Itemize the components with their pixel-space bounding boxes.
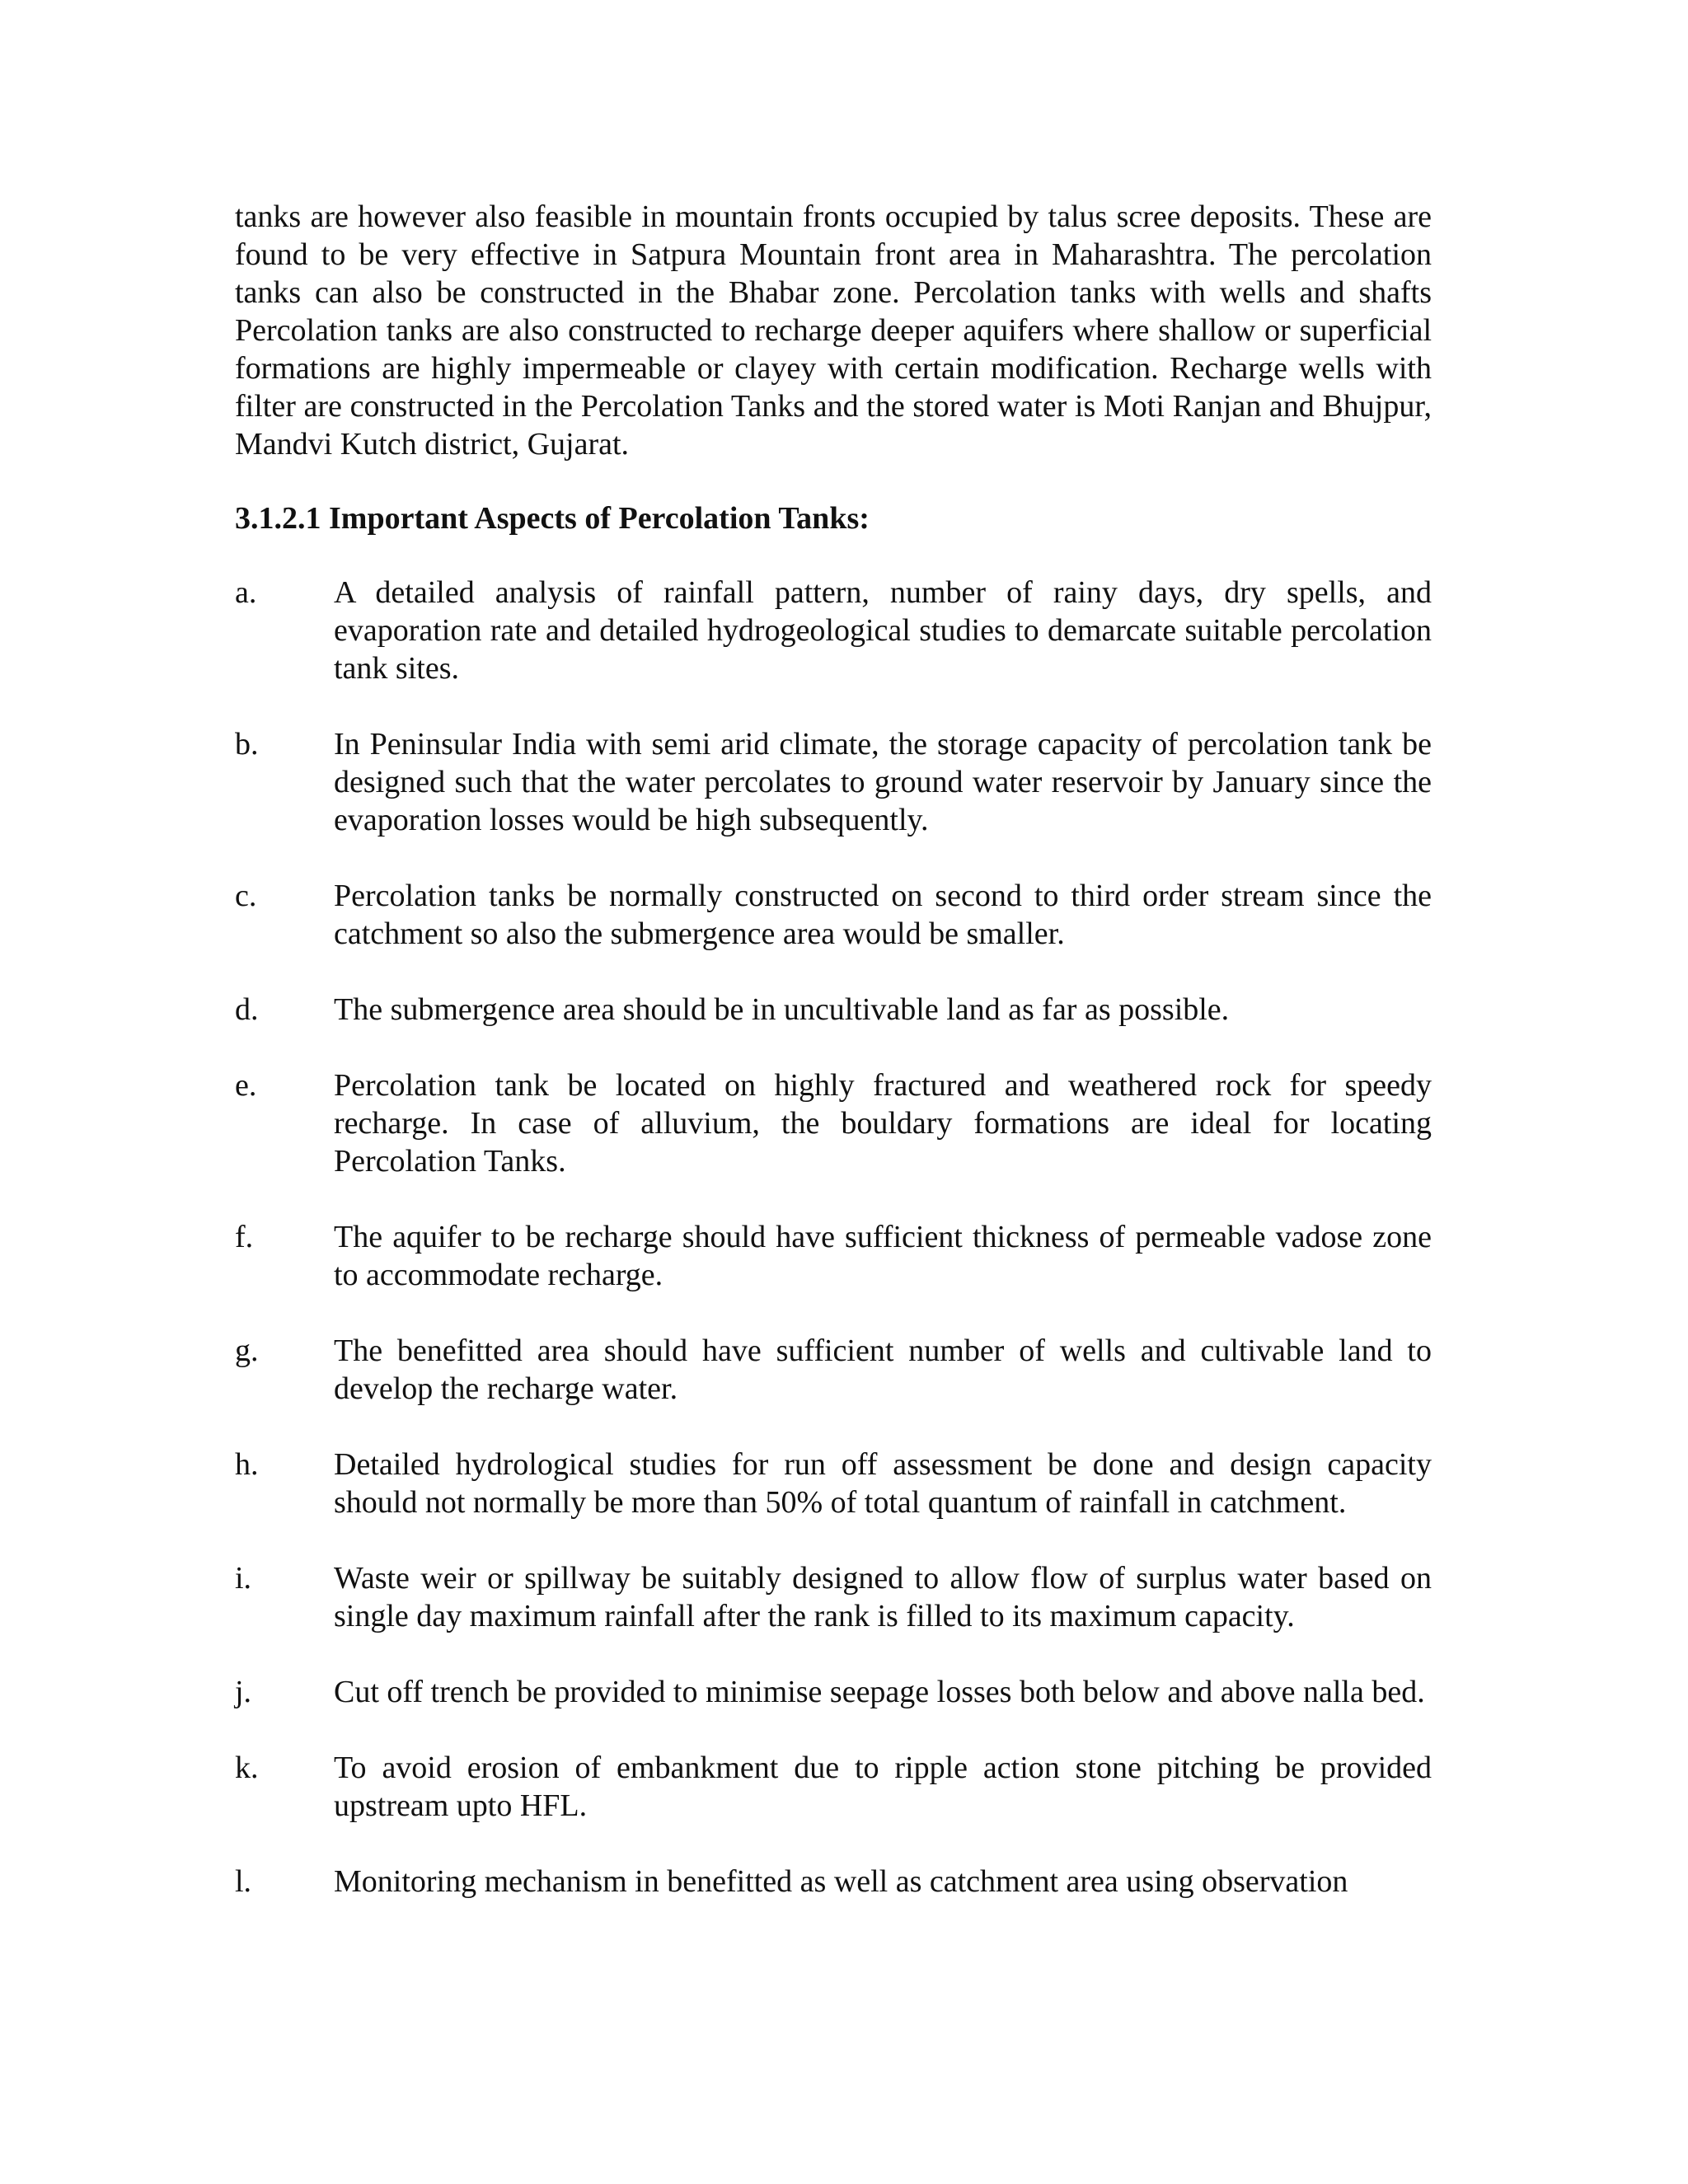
list-item-l bbox=[235, 1863, 1432, 1900]
list-item-text: Cut off trench be provided to minimise seepage losses both below and above nalla bed. bbox=[334, 1675, 1425, 1709]
list-item-text: To avoid erosion of embankment due to ripple action stone pitching be provided upstream upto HFL. bbox=[334, 1750, 1432, 1823]
aspects-list bbox=[235, 574, 1432, 1900]
list-item-h bbox=[235, 1446, 1432, 1521]
list-item-f bbox=[235, 1218, 1432, 1294]
list-item-k bbox=[235, 1749, 1432, 1825]
list-item-d bbox=[235, 991, 1432, 1029]
list-item-c bbox=[235, 877, 1432, 953]
list-marker: b. bbox=[235, 727, 259, 762]
list-item-text: Monitoring mechanism in benefitted as well as catchment area using observation bbox=[334, 1864, 1348, 1899]
list-item-text: The aquifer to be recharge should have sufficient thickness of permeable vadose zone to accommodate recharge. bbox=[334, 1220, 1432, 1292]
list-marker: d. bbox=[235, 992, 259, 1027]
list-item-text: A detailed analysis of rainfall pattern, number of rainy days, dry spells, and evaporation rate and detailed hydrogeological studies to demarcate suitable percolation tank sites. bbox=[334, 575, 1432, 686]
list-item-text: In Peninsular India with semi arid climate, the storage capacity of percolation tank be designed such that the water percolates to ground water reservoir by January since the evaporation losses would be high subsequently. bbox=[334, 727, 1432, 837]
list-item-text: The benefitted area should have sufficient number of wells and cultivable land to develop the recharge water. bbox=[334, 1333, 1432, 1406]
list-item-g bbox=[235, 1332, 1432, 1408]
list-marker: j. bbox=[235, 1675, 252, 1709]
intro-paragraph: tanks are however also feasible in mountain fronts occupied by talus scree deposits. These are found to be very effective in Satpura Mountain front area in Maharashtra. The percolation tanks can also be constructed in the Bhabar zone. Percolation tanks with wells and shafts Percolation tanks are also constructed to recharge deeper aquifers where shallow or superficial formations are highly impermeable or clayey with certain modification. Recharge wells with filter are constructed in the Percolation Tanks and the stored water is Moti Ranjan and Bhujpur, Mandvi Kutch district, Gujarat. bbox=[235, 199, 1432, 462]
list-item-text: Detailed hydrological studies for run off assessment be done and design capacity should not normally be more than 50% of total quantum of rainfall in catchment. bbox=[334, 1447, 1432, 1520]
list-item-text: Percolation tanks be normally constructed on second to third order stream since the catchment so also the submergence area would be smaller. bbox=[334, 879, 1432, 951]
list-item-text: Waste weir or spillway be suitably designed to allow flow of surplus water based on single day maximum rainfall after the rank is filled to its maximum capacity. bbox=[334, 1561, 1432, 1633]
document-page bbox=[235, 198, 1432, 1938]
list-marker: c. bbox=[235, 879, 257, 913]
list-marker: f. bbox=[235, 1220, 254, 1254]
list-item-j bbox=[235, 1673, 1432, 1711]
list-marker: e. bbox=[235, 1068, 257, 1103]
list-marker: g. bbox=[235, 1333, 259, 1368]
section-heading: 3.1.2.1 Important Aspects of Percolation Tanks: bbox=[235, 501, 870, 536]
list-item-text: Percolation tank be located on highly fractured and weathered rock for speedy recharge. In case of alluvium, the bouldary formations are ideal for locating Percolation Tanks. bbox=[334, 1068, 1432, 1179]
list-item-i bbox=[235, 1559, 1432, 1635]
list-item-a bbox=[235, 574, 1432, 687]
list-item-e bbox=[235, 1066, 1432, 1180]
list-item-b bbox=[235, 725, 1432, 839]
list-marker: a. bbox=[235, 575, 257, 610]
list-item-text: The submergence area should be in uncultivable land as far as possible. bbox=[334, 992, 1230, 1027]
list-marker: h. bbox=[235, 1447, 259, 1482]
list-marker: i. bbox=[235, 1561, 252, 1596]
list-marker: k. bbox=[235, 1750, 259, 1785]
list-marker: l. bbox=[235, 1864, 252, 1899]
